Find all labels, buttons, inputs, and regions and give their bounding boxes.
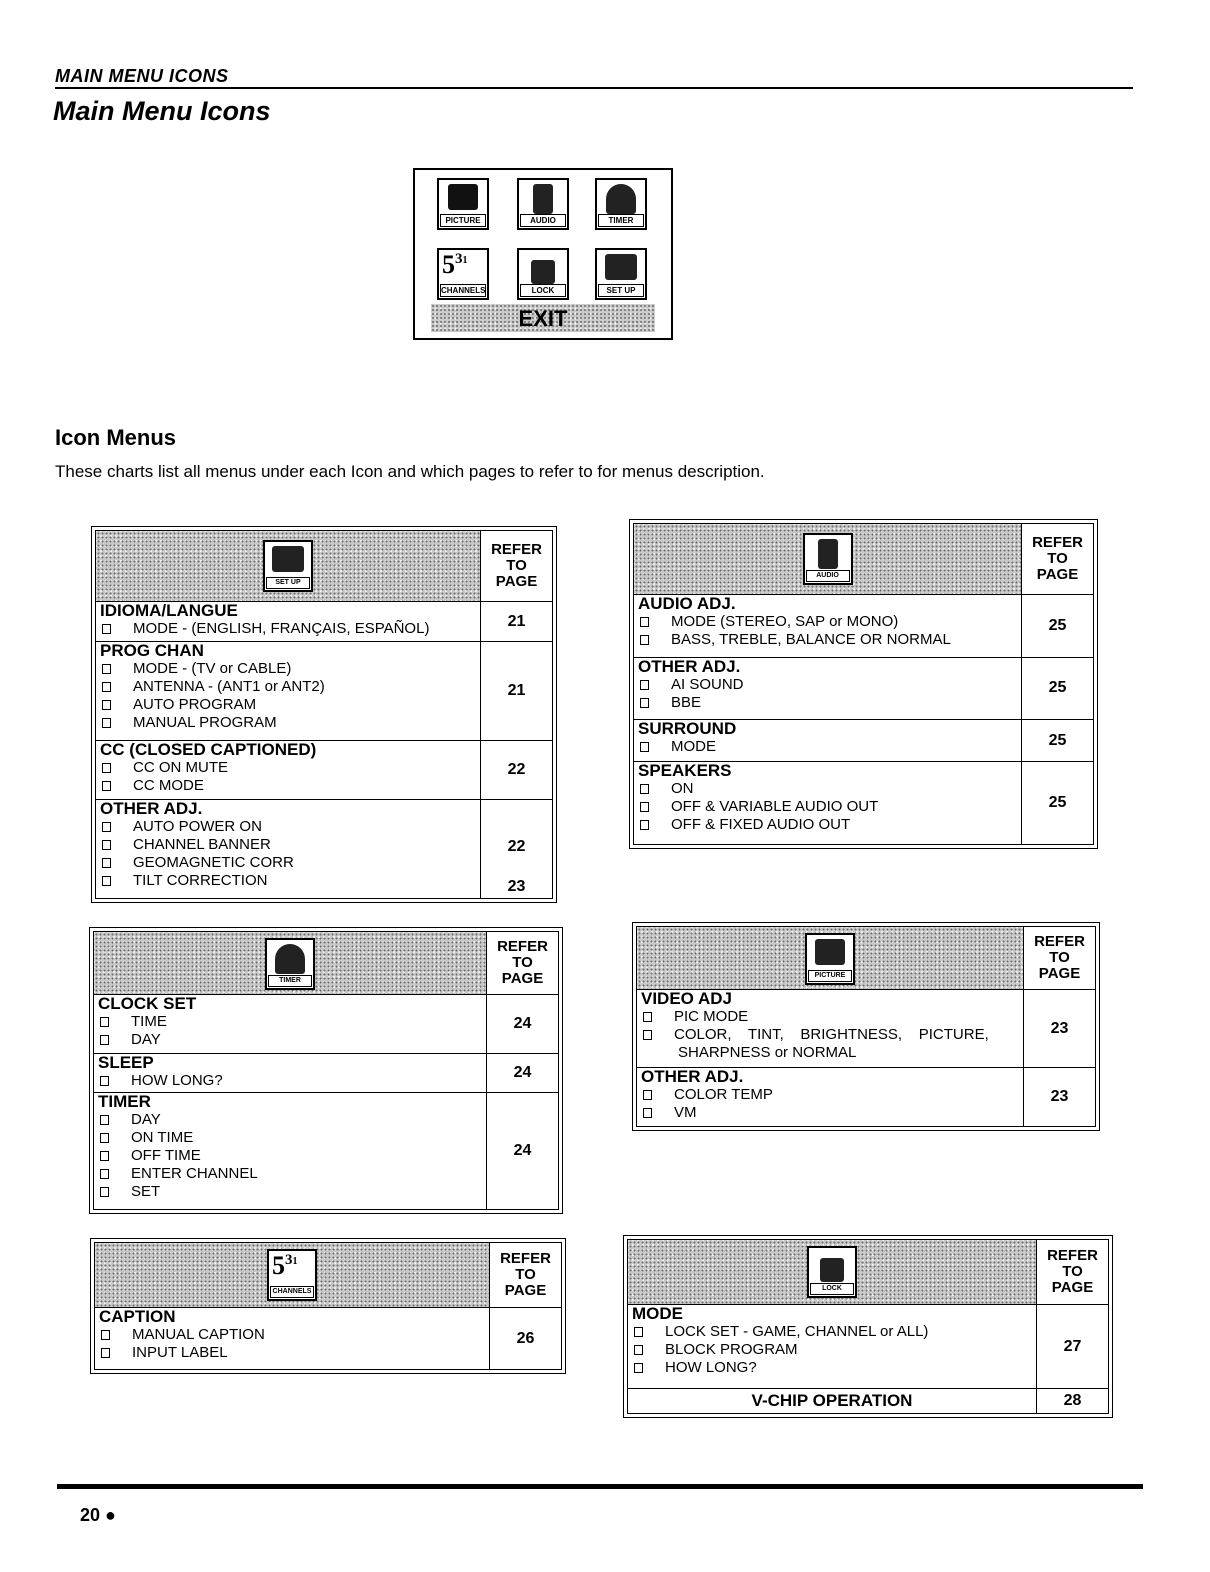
page-ref: 26 [490,1308,562,1370]
page-ref: 25 [1022,595,1094,658]
refer-to-page-header: REFER TO PAGE [1037,1240,1109,1305]
lock-menu-table [623,1235,1113,1418]
lock-table-header [628,1240,1037,1305]
page-title: Main Menu Icons [53,96,271,126]
exit-label: EXIT [518,306,568,331]
menu-section: TIMER DAY ON TIME OFF TIME ENTER CHANNEL SET [94,1093,487,1210]
page-ref: 25 [1022,762,1094,845]
page-ref: 23 [1024,990,1096,1068]
refer-to-page-header: REFER TO PAGE [487,932,559,995]
menu-section: CLOCK SET TIME DAY [94,995,487,1054]
menu-section: CC (CLOSED CAPTIONED) CC ON MUTE CC MODE [96,740,481,800]
icon-menus-heading: Icon Menus [55,425,177,450]
setup-header-icon-label: SET UP [266,577,310,589]
audio-icon [517,178,569,230]
page-ref: 23 [1024,1068,1096,1127]
menu-section: PROG CHAN MODE - (TV or CABLE) ANTENNA - (ANT1 or ANT2) AUTO PROGRAM MANUAL PROGRAM [96,642,481,741]
refer-to-page-header: REFER TO PAGE [490,1243,562,1308]
timer-table-header [94,932,487,995]
menu-section: OTHER ADJ. AI SOUND BBE [634,657,1022,720]
channels-icon [437,248,489,300]
picture-menu-table [632,922,1100,1131]
menu-section: OTHER ADJ. AUTO POWER ON CHANNEL BANNER GEOMAGNETIC CORR TILT CORRECTION [96,800,481,899]
page-ref: 21 [481,642,553,741]
channels-table-header [95,1243,490,1308]
lock-icon [807,1246,857,1298]
main-menu-panel [413,168,673,340]
channels-glyph: $5^{31}$ [272,1251,298,1280]
menu-section: VIDEO ADJ PIC MODE COLOR, TINT, BRIGHTNESS, PICTURE, SHARPNESS or NORMAL [637,990,1024,1068]
timer-menu-table [89,927,563,1214]
page-ref: 24 [487,1053,559,1093]
vchip-operation-label: V-CHIP OPERATION [628,1389,1037,1414]
menu-section: AUDIO ADJ. MODE (STEREO, SAP or MONO) BASS, TREBLE, BALANCE OR NORMAL [634,595,1022,658]
page-number: 20 ● [80,1505,116,1525]
timer-header-icon-label: TIMER [268,975,312,987]
page-ref: 25 [1022,720,1094,762]
page-ref: 21 [481,602,553,642]
page-ref: 25 [1022,657,1094,720]
lock-icon [517,248,569,300]
audio-menu-table [629,519,1098,849]
refer-to-page-header: REFER TO PAGE [481,531,553,602]
timer-icon-label: TIMER [598,214,644,227]
lock-header-icon-label: LOCK [810,1283,854,1295]
audio-table-header [634,524,1022,595]
page-ref: 22 23 [481,800,553,899]
picture-icon [805,933,855,985]
picture-icon [437,178,489,230]
channels-icon-label: CHANNELS [441,286,486,295]
timer-icon [595,178,647,230]
page-ref: 28 [1037,1389,1109,1414]
setup-icon [263,540,313,592]
setup-table-header [96,531,481,602]
page-ref: 24 [487,1093,559,1210]
page-ref: 22 [481,740,553,800]
menu-section: OTHER ADJ. COLOR TEMP VM [637,1068,1024,1127]
picture-header-icon-label: PICTURE [808,970,852,982]
setup-icon-label: SET UP [598,284,644,297]
picture-table-header [637,927,1024,990]
header-rule [55,87,1133,89]
page-ref: 27 [1037,1305,1109,1389]
audio-icon-label: AUDIO [520,214,566,227]
timer-icon [265,938,315,990]
channels-glyph: $5^{31}$ [442,250,468,279]
footer-rule [57,1484,1143,1489]
menu-section: MODE LOCK SET - GAME, CHANNEL or ALL) BLOCK PROGRAM HOW LONG? [628,1305,1037,1389]
page-ref: 24 [487,995,559,1054]
menu-section: IDIOMA/LANGUE MODE - (ENGLISH, FRANÇAIS, ESPAÑOL) [96,602,481,642]
channels-header-icon-label: CHANNELS [270,1286,314,1298]
icon-menus-description: These charts list all menus under each Icon and which pages to refer to for menus description. [55,462,765,481]
section-header-label: MAIN MENU ICONS [55,66,229,86]
setup-menu-table [91,526,557,903]
setup-icon [595,248,647,300]
channels-menu-table [90,1238,566,1374]
exit-button [431,304,655,332]
picture-icon-label: PICTURE [440,214,486,227]
audio-header-icon-label: AUDIO [806,570,850,582]
audio-icon [803,533,853,585]
menu-section: SURROUND MODE [634,720,1022,762]
menu-section: CAPTION MANUAL CAPTION INPUT LABEL [95,1308,490,1370]
lock-icon-label: LOCK [520,284,566,297]
menu-section: SPEAKERS ON OFF & VARIABLE AUDIO OUT OFF & FIXED AUDIO OUT [634,762,1022,845]
menu-section: SLEEP HOW LONG? [94,1053,487,1093]
channels-icon [267,1249,317,1301]
refer-to-page-header: REFER TO PAGE [1024,927,1096,990]
refer-to-page-header: REFER TO PAGE [1022,524,1094,595]
